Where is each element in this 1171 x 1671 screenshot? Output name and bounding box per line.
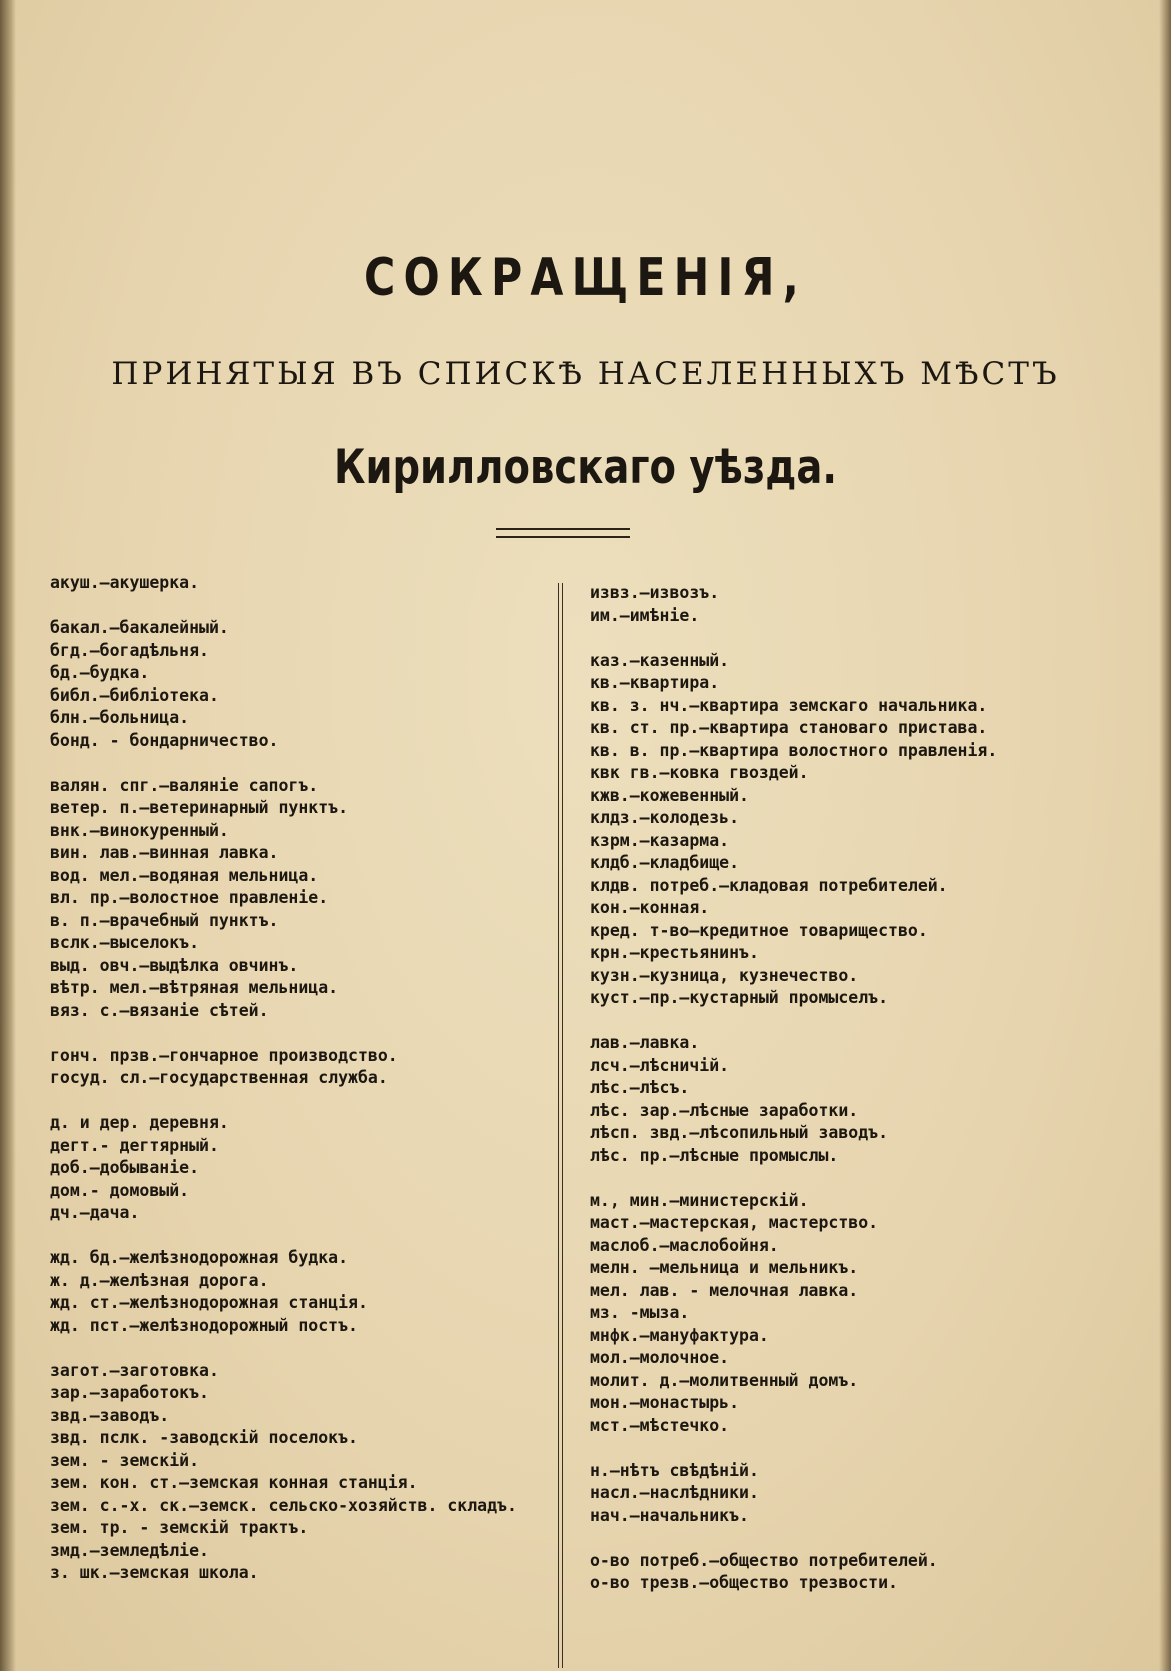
group-spacer [50, 1337, 550, 1360]
page-edge-shadow [1159, 0, 1171, 1671]
abbreviation-entry: кв.—квартира. [590, 673, 720, 692]
abbreviation-entry: госуд. сл.—государственная служба. [50, 1068, 388, 1087]
abbreviation-entry: зар.—заработокъ. [50, 1383, 209, 1402]
abbreviation-entry: кред. т-во—кредитное товарищество. [590, 920, 928, 940]
abbreviation-entry: мол.—молочное. [590, 1348, 730, 1367]
abbreviation-entry: зем. кон. ст.—земская конная станцiя. [50, 1473, 418, 1492]
abbreviation-entry: кон.—конная. [590, 898, 710, 917]
abbreviation-entry: извз.—извозъ. [590, 583, 720, 602]
abbreviation-entry: вл. пр.—волостное правленiе. [50, 888, 329, 907]
group-spacer [590, 627, 1150, 650]
group-spacer [590, 1527, 1150, 1550]
abbreviation-entry: молит. д.—молитвенный домъ. [590, 1370, 859, 1390]
group-spacer [50, 1022, 550, 1045]
abbreviation-entry: мз. -мыза. [590, 1303, 690, 1322]
group-spacer [50, 1090, 550, 1113]
abbreviation-entry: лѣс. зар.—лѣсные заработки. [590, 1100, 859, 1120]
abbreviation-entry: насл.—наслѣдники. [590, 1483, 759, 1502]
abbreviation-entry: маслоб.—маслобойня. [590, 1235, 779, 1255]
abbreviation-entry: каз.—казенный. [590, 650, 730, 670]
abbreviation-entry: жд. бд.—желѣзнодорожная будка. [50, 1248, 349, 1267]
abbreviation-entry: н.—нѣтъ свѣдѣнiй. [590, 1460, 759, 1480]
abbreviation-entry: квк гв.—ковка гвоздей. [590, 763, 809, 782]
abbreviation-entry: лѣсп. звд.—лѣсопильный заводъ. [590, 1123, 889, 1142]
abbreviation-entry: о-во потреб.—общество потребителей. [590, 1550, 938, 1570]
abbreviation-entry: жд. ст.—желѣзнодорожная станцiя. [50, 1293, 368, 1312]
abbreviation-entry: блн.—больница. [50, 708, 190, 727]
abbreviation-entry: крн.—крестьянинъ. [590, 943, 759, 962]
page-title: СОКРАЩЕНIЯ, [363, 248, 808, 308]
abbreviation-entry: вслк.—выселокъ. [50, 933, 200, 952]
abbreviation-entry: маст.—мастерская, мастерство. [590, 1213, 879, 1232]
abbreviation-entry: лѣс. пр.—лѣсные промыслы. [590, 1145, 839, 1165]
abbreviation-entry: доб.—добыванiе. [50, 1158, 200, 1177]
abbreviation-entry: акуш.—акушерка. [50, 573, 200, 592]
abbreviation-entry: кв. з. нч.—квартира земскаго начальника. [590, 695, 988, 715]
abbreviation-entry: дч.—дача. [50, 1203, 140, 1222]
abbreviation-entry: мел. лав. - мелочная лавка. [590, 1280, 859, 1300]
group-spacer [50, 595, 550, 618]
district-heading: Кирилловскаго уѣзда. [333, 440, 838, 495]
abbreviation-entry: зем. с.-х. ск.—земск. сельско-хозяйств. складъ. [50, 1495, 517, 1515]
abbreviation-entry: бакал.—бакалейный. [50, 618, 229, 637]
abbreviation-entry: вѣтр. мел.—вѣтряная мельница. [50, 978, 339, 997]
abbreviation-entry: мнфк.—мануфактура. [590, 1325, 769, 1345]
column-divider [558, 583, 563, 1668]
page-subtitle: ПРИНЯТЫЯ ВЪ СПИСКѢ НАСЕЛЕННЫХЪ МѢСТЪ [111, 356, 1060, 392]
abbreviation-entry: кв. в. пр.—квартира волостного правленiя. [590, 740, 998, 760]
double-rule-divider [496, 528, 630, 538]
abbreviation-entry: валян. спг.—валянiе сапогъ. [50, 775, 319, 795]
abbreviation-entry: клдв. потреб.—кладовая потребителей. [590, 875, 948, 895]
abbreviation-entry: м., мин.—министерскiй. [590, 1190, 809, 1210]
abbreviation-entry: клдб.—кладбище. [590, 853, 740, 872]
abbreviation-entry: загот.—заготовка. [50, 1360, 219, 1380]
abbreviation-entry: гонч. прзв.—гончарное производство. [50, 1045, 398, 1065]
abbreviation-entry: внк.—винокуренный. [50, 820, 229, 840]
abbreviation-entry: лѣс.—лѣсъ. [590, 1078, 690, 1097]
abbreviation-entry: ветер. п.—ветеринарный пунктъ. [50, 798, 349, 817]
group-spacer [590, 1437, 1150, 1460]
abbreviation-entry: библ.—библiотека. [50, 685, 219, 705]
abbreviation-entry: зем. тр. - земскiй трактъ. [50, 1518, 309, 1537]
abbreviation-entry: выд. овч.—выдѣлка овчинъ. [50, 955, 299, 975]
abbreviation-entry: вин. лав.—винная лавка. [50, 843, 279, 862]
abbreviation-entry: жд. пст.—желѣзнодорожный постъ. [50, 1315, 358, 1335]
abbreviation-entry: в. п.—врачебный пунктъ. [50, 910, 279, 930]
abbreviation-entry: клдз.—колодезь. [590, 808, 740, 827]
abbreviation-entry: вяз. с.—вязанiе сѣтей. [50, 1000, 269, 1020]
abbreviation-entry: бд.—будка. [50, 663, 150, 682]
abbreviation-entry: бгд.—богадѣльня. [50, 640, 209, 660]
group-spacer [50, 1225, 550, 1248]
group-spacer [590, 1167, 1150, 1190]
abbreviation-entry: мст.—мѣстечко. [590, 1415, 730, 1435]
abbreviation-entry: куст.—пр.—кустарный промыселъ. [590, 988, 889, 1007]
abbreviation-entry: бонд. - бондарничество. [50, 730, 279, 750]
abbreviation-entry: зем. - земскiй. [50, 1450, 200, 1470]
abbreviation-entry: кжв.—кожевенный. [590, 785, 749, 805]
abbreviation-entry: мелн. —мельница и мельникъ. [590, 1258, 859, 1277]
abbreviation-entry: кв. ст. пр.—квартира становаго пристава. [590, 718, 988, 737]
abbreviation-entry: дом.- домовый. [50, 1180, 190, 1200]
abbreviation-entry: дегт.- дегтярный. [50, 1135, 219, 1155]
abbreviation-entry: лсч.—лѣсничiй. [590, 1055, 730, 1075]
abbreviation-entry: ж. д.—желѣзная дорога. [50, 1270, 269, 1290]
book-spine-shadow [0, 0, 16, 1671]
abbreviation-entry: звд. пслк. -заводскiй поселокъ. [50, 1428, 358, 1447]
abbreviation-entry: мон.—монастырь. [590, 1393, 740, 1412]
abbreviation-entry: з. шк.—земская школа. [50, 1563, 259, 1582]
abbreviation-entry: лав.—лавка. [590, 1033, 700, 1052]
abbreviation-entry: змд.—земледѣлiе. [50, 1540, 209, 1560]
abbreviation-entry: д. и дер. деревня. [50, 1113, 229, 1132]
abbreviation-entry: им.—имѣнiе. [590, 605, 700, 625]
abbreviation-entry: кзрм.—казарма. [590, 830, 730, 850]
abbreviation-entry: нач.—начальникъ. [590, 1505, 749, 1525]
group-spacer [590, 1010, 1150, 1033]
abbreviation-entry: кузн.—кузница, кузнечество. [590, 965, 859, 985]
group-spacer [50, 752, 550, 775]
abbreviation-entry: вод. мел.—водяная мельница. [50, 865, 319, 885]
abbreviation-entry: звд.—заводъ. [50, 1405, 170, 1425]
abbreviation-entry: о-во трезв.—общество трезвости. [590, 1573, 898, 1592]
abbreviations-left-column [50, 572, 550, 1585]
abbreviations-right-column [590, 582, 1150, 1595]
